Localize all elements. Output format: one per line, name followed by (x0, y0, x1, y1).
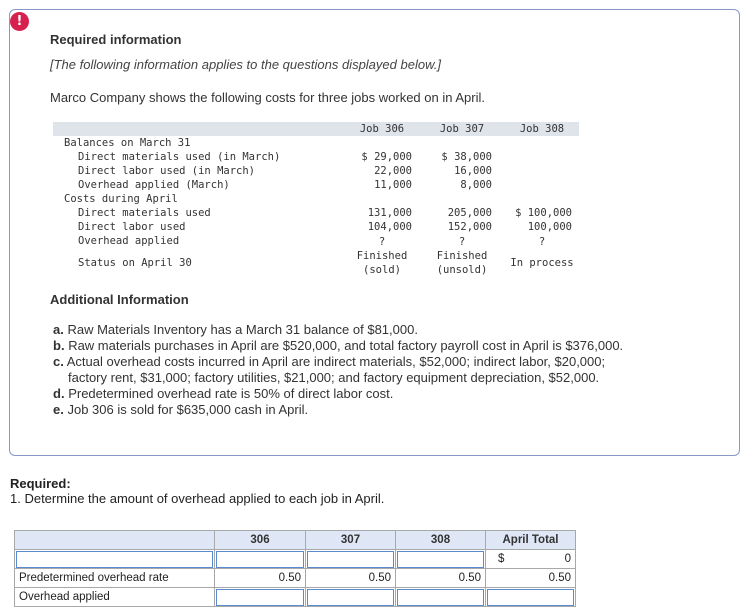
row1-308-cell[interactable] (396, 550, 486, 569)
cell-value: $ 100,000 (515, 207, 572, 219)
overhead-answer-table (14, 530, 576, 607)
applies-note: [The following information applies to the questions displayed below.] (50, 57, 441, 72)
cell-value: ? (378, 236, 386, 248)
table-row (15, 588, 576, 607)
col-header-job306: Job 306 (359, 123, 405, 135)
status-job308: In process (510, 257, 574, 269)
cell-value: ? (538, 236, 546, 248)
header-307: 307 (306, 531, 396, 550)
cell-value: $ 29,000 (361, 151, 412, 163)
table-row (15, 569, 576, 588)
cell-value: 104,000 (367, 221, 412, 233)
table-header-row (15, 531, 576, 550)
section-label-balances: Balances on March 31 (64, 137, 191, 149)
additional-info-title: Additional Information (50, 292, 189, 307)
rate-308: 0.50 (396, 569, 486, 588)
cell-value: 100,000 (527, 221, 572, 233)
applied-307-input[interactable] (307, 589, 394, 606)
status-job306-detail: (sold) (363, 264, 401, 276)
header-306: 306 (215, 531, 306, 550)
rate-total: 0.50 (486, 569, 576, 588)
additional-item-a: a. Raw Materials Inventory has a March 31 balance of $81,000. (53, 322, 418, 337)
cell-value: ? (458, 236, 466, 248)
row1-label-cell[interactable] (15, 550, 215, 569)
intro-text: Marco Company shows the following costs for three jobs worked on in April. (50, 90, 485, 105)
row1-307-cell[interactable] (306, 550, 396, 569)
col-header-job308: Job 308 (519, 123, 565, 135)
alert-icon: ! (10, 12, 29, 31)
cell-value: 11,000 (374, 179, 412, 191)
row1-308-input[interactable] (397, 551, 484, 568)
overhead-applied-label: Overhead applied (15, 588, 215, 607)
cell-value: 205,000 (447, 207, 492, 219)
header-april-total: April Total (486, 531, 576, 550)
row-label: Direct materials used (78, 207, 211, 219)
cell-value: $ 38,000 (441, 151, 492, 163)
applied-308-input[interactable] (397, 589, 484, 606)
row1-label-input[interactable] (16, 551, 213, 568)
row-label: Direct materials used (in March) (78, 151, 281, 163)
row-label: Overhead applied (March) (78, 179, 230, 191)
applied-306-input[interactable] (216, 589, 304, 606)
row-label: Status on April 30 (78, 257, 192, 269)
applied-total-cell[interactable] (486, 588, 576, 607)
status-job307-detail: (unsold) (436, 264, 488, 276)
additional-item-d: d. Predetermined overhead rate is 50% of direct labor cost. (53, 386, 394, 401)
panel-title: Required information (50, 32, 182, 47)
rate-307: 0.50 (306, 569, 396, 588)
row-label: Direct labor used (78, 221, 186, 233)
cell-value: 152,000 (447, 221, 492, 233)
row1-total-cell (486, 550, 576, 569)
row1-306-input[interactable] (216, 551, 304, 568)
cell-value: 8,000 (460, 179, 492, 191)
additional-item-c: c. Actual overhead costs incurred in April are indirect materials, $52,000; indirect labor, $20,000; (53, 354, 606, 369)
status-job307: Finished (436, 250, 488, 262)
section-label-april-costs: Costs during April (64, 193, 178, 205)
header-blank (15, 531, 215, 550)
rate-306: 0.50 (215, 569, 306, 588)
row-label: Overhead applied (78, 235, 180, 247)
cell-value: 16,000 (454, 165, 492, 177)
table-row (15, 550, 576, 569)
cell-value: 22,000 (374, 165, 412, 177)
col-header-job307: Job 307 (439, 123, 485, 135)
currency-symbol: $ (498, 553, 505, 565)
applied-307-cell[interactable] (306, 588, 396, 607)
additional-item-e: e. Job 306 is sold for $635,000 cash in April. (53, 402, 309, 417)
applied-308-cell[interactable] (396, 588, 486, 607)
cell-value: 131,000 (367, 207, 412, 219)
required-label: Required: (10, 476, 71, 491)
costs-header-band (53, 122, 579, 136)
applied-306-cell[interactable] (215, 588, 306, 607)
additional-item-b: b. Raw materials purchases in April are $520,000, and total factory payroll cost in April is $376,000. (53, 338, 624, 353)
rate-row-label: Predetermined overhead rate (15, 569, 215, 588)
required-question: 1. Determine the amount of overhead applied to each job in April. (10, 491, 385, 506)
row1-total-value: 0 (564, 553, 571, 565)
applied-total-input[interactable] (487, 589, 574, 606)
row-label: Direct labor used (in March) (78, 165, 256, 177)
header-308: 308 (396, 531, 486, 550)
row1-307-input[interactable] (307, 551, 394, 568)
additional-item-c-cont: factory rent, $31,000; factory utilities, $21,000; and factory equipment depreciation, $52,000. (68, 370, 600, 385)
status-job306: Finished (356, 250, 408, 262)
row1-306-cell[interactable] (215, 550, 306, 569)
